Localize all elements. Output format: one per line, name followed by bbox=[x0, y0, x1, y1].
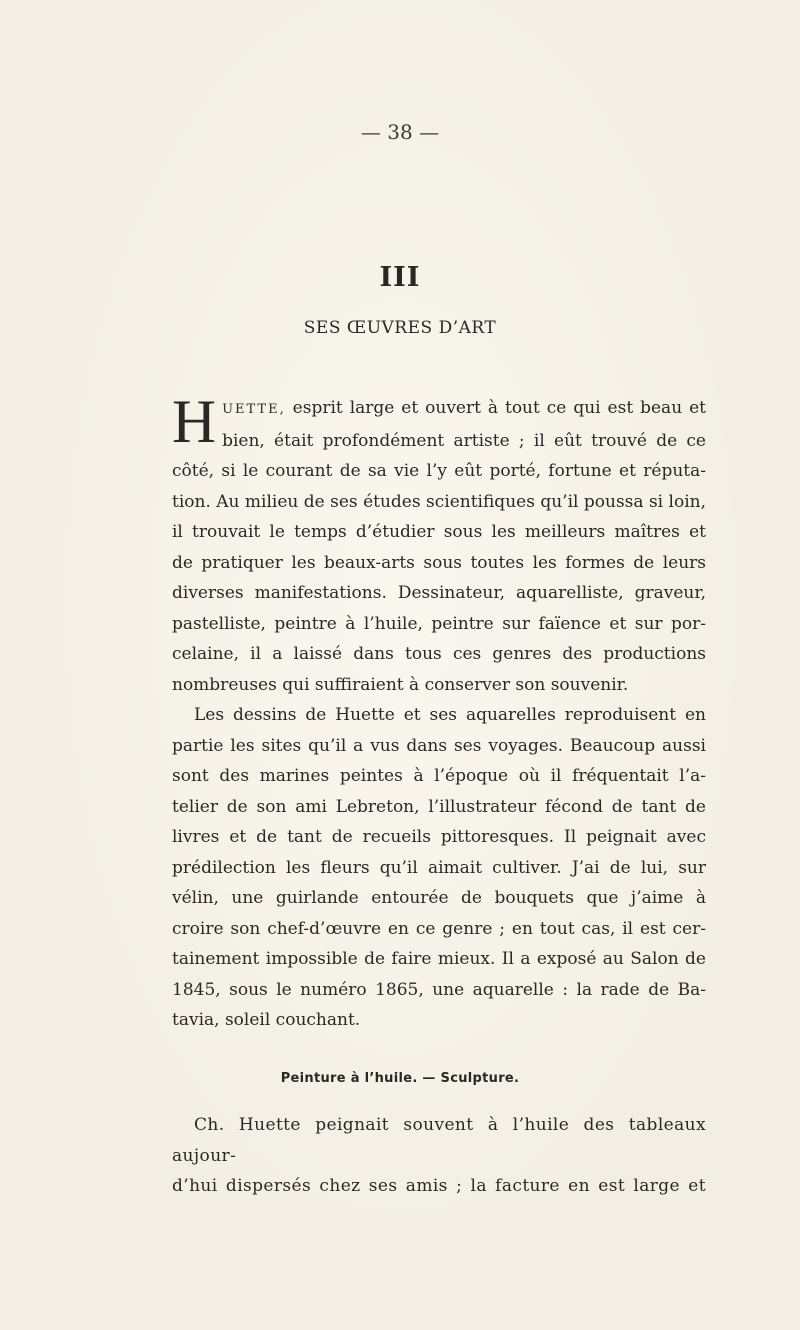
text-line: bien, était profondément artiste ; il eût trouvé de ce bbox=[222, 430, 706, 451]
drop-cap: H bbox=[172, 389, 217, 456]
body-text bbox=[172, 389, 706, 1036]
text-line: d’hui dispersés chez ses amis ; la facture en est large et bbox=[172, 1176, 706, 1196]
text-line: tion. Au milieu de ses études scientifiques qu’il poussa si loin, bbox=[172, 491, 706, 512]
chapter-number: III bbox=[379, 262, 421, 293]
text-line: tainement impossible de faire mieux. Il a exposé au Salon de bbox=[172, 949, 706, 969]
chapter-title: SES ŒUVRES D’ART bbox=[303, 318, 497, 338]
text-line: pastelliste, peintre à l’huile, peintre sur faïence et sur por- bbox=[172, 613, 706, 634]
paragraph-3 bbox=[172, 1110, 706, 1202]
text-line: sont des marines peintes à l’époque où il fréquentait l’a- bbox=[172, 766, 706, 786]
text-line: prédilection les fleurs qu’il aimait cultiver. J’ai de lui, sur bbox=[172, 857, 706, 878]
text-line: telier de son ami Lebreton, l’illustrateur fécond de tant de bbox=[172, 796, 706, 817]
text-line: partie les sites qu’il a vus dans ses voyages. Beaucoup aussi bbox=[172, 735, 706, 756]
text-line: côté, si le courant de sa vie l’y eût porté, fortune et réputa- bbox=[172, 461, 706, 481]
paragraph-2 bbox=[172, 700, 706, 1036]
text-line: vélin, une guirlande entourée de bouquets que j’aime à bbox=[172, 888, 706, 908]
text-line: de pratiquer les beaux-arts sous toutes les formes de leurs bbox=[172, 552, 706, 573]
text-line: livres et de tant de recueils pittoresques. Il peignait avec bbox=[172, 827, 706, 847]
text-line: Ch. Huette peignait souvent à l’huile des tableaux aujour- bbox=[172, 1115, 706, 1166]
paragraph-1 bbox=[172, 389, 706, 700]
text-line: 1845, sous le numéro 1865, une aquarelle : la rade de Ba- bbox=[172, 979, 706, 1000]
text-line: celaine, il a laissé dans tous ces genres des productions bbox=[172, 644, 706, 664]
body-text-continued bbox=[172, 1110, 706, 1202]
section-heading: Peinture à l’huile. — Sculpture. bbox=[280, 1071, 520, 1086]
text-line: nombreuses qui suffiraient à conserver son souvenir. bbox=[172, 674, 629, 695]
text-line: UETTE, esprit large et ouvert à tout ce qui est beau et bbox=[222, 398, 706, 418]
page-number: — 38 — bbox=[360, 120, 440, 144]
text-line: diverses manifestations. Dessinateur, aquarelliste, graveur, bbox=[172, 583, 706, 603]
text-line: tavia, soleil couchant. bbox=[172, 1010, 361, 1030]
text-line: croire son chef-d’œuvre en ce genre ; en tout cas, il est cer- bbox=[172, 918, 706, 939]
lead-smallcaps: UETTE, bbox=[222, 402, 286, 417]
text-line: Les dessins de Huette et ses aquarelles reproduisent en bbox=[194, 705, 706, 725]
text-line: il trouvait le temps d’étudier sous les meilleurs maîtres et bbox=[172, 522, 706, 542]
